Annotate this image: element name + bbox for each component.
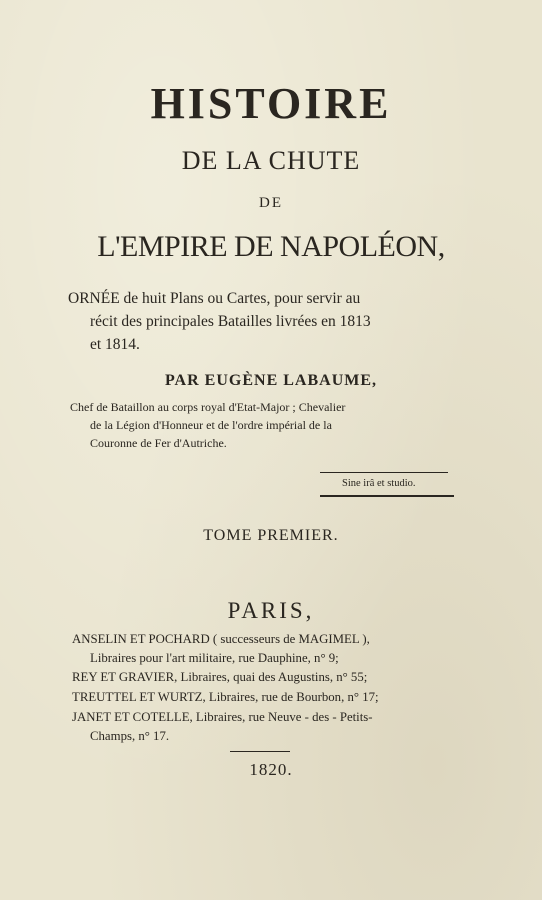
motto: Sine irâ et studio.	[342, 478, 416, 489]
description-line-1: ORNÉE de huit Plans ou Cartes, pour servir au	[68, 290, 361, 307]
publisher-line-3: REY ET GRAVIER, Libraires, quai des Augustins, n° 55;	[72, 670, 368, 684]
title-line-histoire: HISTOIRE	[150, 79, 392, 128]
description-line-3: et 1814.	[90, 336, 140, 353]
description-line-2: récit des principales Batailles livrées en 1813	[90, 313, 371, 330]
publisher-line-6: Champs, n° 17.	[90, 729, 170, 743]
city: PARIS,	[227, 598, 315, 623]
credentials-line-2: de la Légion d'Honneur et de l'ordre impérial de la	[90, 418, 332, 432]
year-top-rule	[230, 751, 290, 752]
publisher-line-4: TREUTTEL ET WURTZ, Libraires, rue de Bourbon, n° 17;	[72, 690, 379, 704]
title-line-de: DE	[259, 195, 283, 211]
publication-year: 1820.	[249, 760, 293, 779]
author-line: PAR EUGÈNE LABAUME,	[164, 372, 378, 389]
motto-bottom-rule	[320, 495, 454, 497]
publisher-line-5: JANET ET COTELLE, Libraires, rue Neuve - des - Petits-	[72, 710, 373, 724]
motto-top-rule	[320, 472, 448, 473]
volume-label: TOME PREMIER.	[203, 527, 339, 544]
publisher-line-2: Libraires pour l'art militaire, rue Dauphine, n° 9;	[90, 651, 339, 665]
publisher-line-1: ANSELIN ET POCHARD ( successeurs de MAGIMEL ),	[72, 632, 370, 646]
credentials-line-1: Chef de Bataillon au corps royal d'Etat-Major ; Chevalier	[70, 400, 346, 414]
title-line-empire: L'EMPIRE DE NAPOLÉON,	[97, 230, 445, 263]
credentials-line-3: Couronne de Fer d'Autriche.	[90, 436, 227, 450]
title-line-de-la-chute: DE LA CHUTE	[181, 146, 361, 175]
